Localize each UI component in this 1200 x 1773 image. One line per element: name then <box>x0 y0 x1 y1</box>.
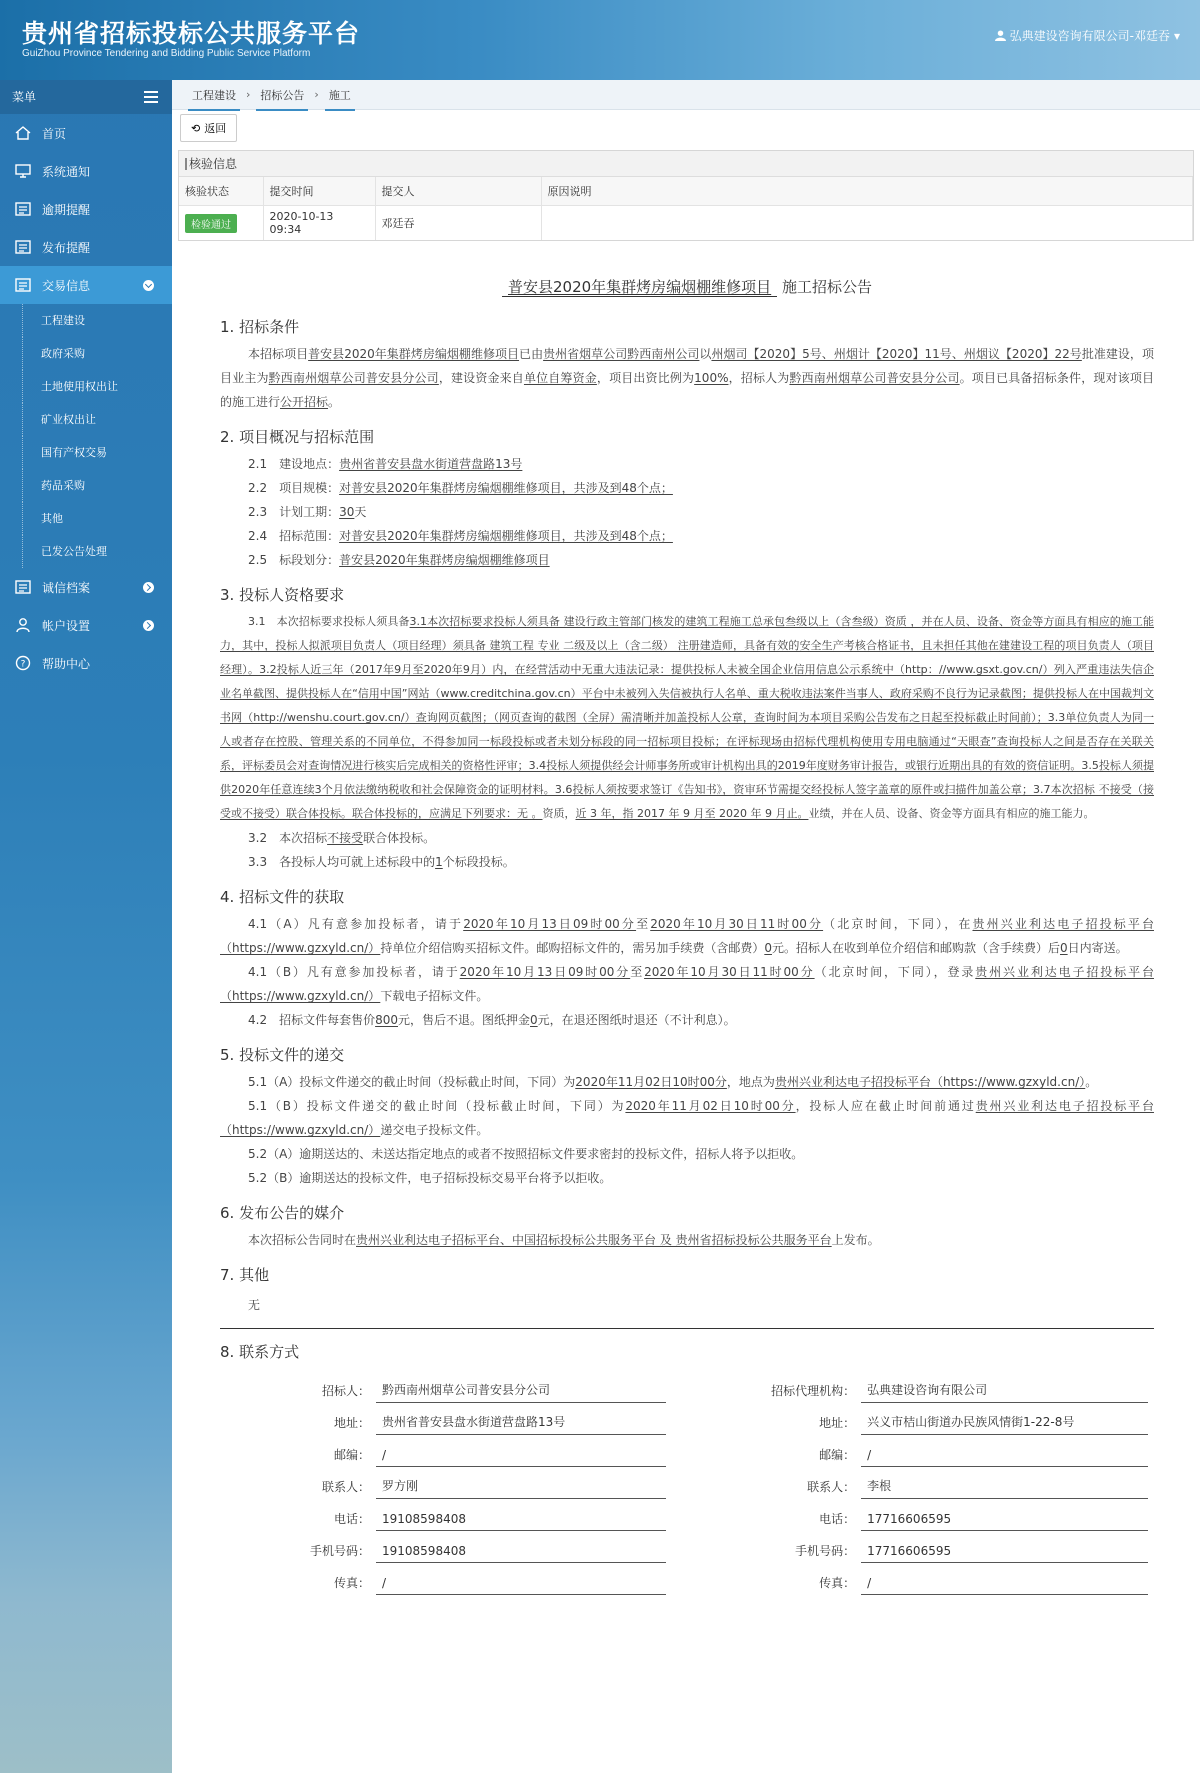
user-icon <box>995 30 1006 41</box>
reason-cell <box>541 206 1193 241</box>
contact-row: 邮编： / <box>708 1435 1148 1467</box>
breadcrumb <box>172 80 1200 110</box>
breadcrumb-separator: › <box>246 88 251 101</box>
contact-row: 手机号码： 19108598408 <box>268 1531 708 1563</box>
contact-row: 电话： 19108598408 <box>268 1499 708 1531</box>
platform-title: 贵州省招标投标公共服务平台 <box>22 19 361 48</box>
submenu-item[interactable]: 政府采购 <box>22 337 172 370</box>
section-4a-text: 4.1（A）凡有意参加投标者，请于2020年10月13日09时00分至2020年10月30日11时00分（北京时间，下同），在贵州兴业利达电子招投标平台（https://www.gzxyld.cn/）持单位介绍信购买招标文件。邮购招标文件的，需另加手续费（含邮费）0元。招标人在收到单位介绍信和邮购款（含手续费）后0日内寄送。 <box>220 917 1154 955</box>
sidebar-item-account[interactable] <box>0 606 172 644</box>
contact-row: 地址： 贵州省普安县盘水街道营盘路13号 <box>268 1403 708 1435</box>
audit-panel <box>178 150 1194 241</box>
back-label: 返回 <box>204 123 227 135</box>
submenu-item[interactable]: 工程建设 <box>22 304 172 337</box>
back-button[interactable] <box>180 114 237 142</box>
section-heading: 2. 项目概况与招标范围 <box>220 428 375 446</box>
list-item: 2.4 招标范围：对普安县2020年集群烤房编烟棚维修项目，共涉及到48个点； <box>248 529 673 543</box>
list-item: 3.3 各投标人均可就上述标段中的1个标段投标。 <box>248 855 515 869</box>
top-header <box>0 0 1200 80</box>
list-item: 2.2 项目规模：对普安县2020年集群烤房编烟棚维修项目，共涉及到48个点； <box>248 481 673 495</box>
audit-panel-title: 核验信息 <box>179 151 1193 177</box>
sidebar-item-home[interactable] <box>0 114 172 152</box>
user-menu[interactable] <box>995 27 1180 44</box>
sidebar-item-trade[interactable] <box>0 266 172 304</box>
list-icon <box>14 238 32 256</box>
status-cell <box>179 206 263 241</box>
agency-contact <box>708 1371 1148 1595</box>
column-header: 提交时间 <box>263 177 375 206</box>
sidebar-item-label: 帮助中心 <box>42 656 91 671</box>
contacts-block <box>220 1371 1154 1595</box>
section-5d-text: 5.2（B）逾期送达的投标文件，电子招标投标交易平台将予以拒收。 <box>248 1171 612 1185</box>
section-4c-text: 4.2 招标文件每套售价800元，售后不退。图纸押金0元，在退还图纸时退还（不计利息）。 <box>248 1013 736 1027</box>
hamburger-icon[interactable] <box>144 91 158 103</box>
section-heading: 3. 投标人资格要求 <box>220 586 345 604</box>
contact-row: 传真： / <box>708 1563 1148 1595</box>
sidebar-item-label: 首页 <box>42 126 67 141</box>
caret-down-icon: ▾ <box>1173 28 1180 43</box>
section-5b-text: 5.1（B）投标文件递交的截止时间（投标截止时间，下同）为2020年11月02日10时00分，投标人应在截止时间前通过贵州兴业利达电子招投标平台（https://www.gzxyld.cn/）递交电子投标文件。 <box>220 1099 1154 1137</box>
contact-row: 联系人： 李根 <box>708 1467 1148 1499</box>
section-heading: 4. 招标文件的获取 <box>220 888 345 906</box>
tenderer-contact <box>268 1371 708 1595</box>
sidebar-item-help[interactable] <box>0 644 172 682</box>
section-heading: 5. 投标文件的递交 <box>220 1046 345 1064</box>
sidebar-item-label: 发布提醒 <box>42 240 91 255</box>
sidebar-menu-header <box>0 80 172 114</box>
toolbar <box>172 110 1200 146</box>
sidebar-item-publish[interactable] <box>0 228 172 266</box>
list-icon <box>14 276 32 294</box>
column-header: 提交人 <box>375 177 541 206</box>
breadcrumb-item[interactable]: 招标公告 <box>256 87 308 111</box>
list-item: 2.3 计划工期：30天 <box>248 505 367 519</box>
monitor-icon <box>14 162 32 180</box>
breadcrumb-item[interactable]: 工程建设 <box>188 87 240 111</box>
contact-row: 地址： 兴义市桔山街道办民族风情街1-22-8号 <box>708 1403 1148 1435</box>
main-content <box>172 80 1200 1773</box>
submenu-item[interactable]: 土地使用权出让 <box>22 370 172 403</box>
section-5a-text: 5.1（A）投标文件递交的截止时间（投标截止时间，下同）为2020年11月02日10时00分，地点为贵州兴业利达电子招投标平台（https://www.gzxyld.cn/）。 <box>248 1075 1098 1089</box>
menu-label: 菜单 <box>12 90 37 104</box>
sidebar <box>0 80 172 1773</box>
list-item: 3.2 本次招标不接受联合体投标。 <box>248 831 436 845</box>
list-icon <box>14 200 32 218</box>
section-3-text: 3.1 本次招标要求投标人须具备3.1本次招标要求投标人须具备 建设行政主管部门核发的建筑工程施工总承包叁级以上（含叁级）资质 ，并在人员、设备、资金等方面具有相应的施工能力，其中，投标人拟派项目负责人（项目经理）须具备 建筑工程 专业 二级及以上（含二级） 注册建造师，具备有效的安全生产考核合格证书，且未担任其他在建建设工程的项目负责人（项目经理）。3.2投标人近三年（2017年9月至2020年9月）内，在经营活动中无重大违法记录：提供投标人未被全国企业信用信息公示系统中（http：//www.gsxt.gov.cn/）列入严重违法失信企业名单截图、提供投标人在“信用中国”网站（www.creditchina.gov.cn）平台中未被列入失信被执行人名单、重大税收违法案件当事人、政府采购不良行为记录截图；提供投标人在中国裁判文书网（http://wenshu.court.gov.cn/）查询网页截图；（网页查询的截图（全屏）需清晰并加盖投标人公章，查询时间为本项目采购公告发布之日起至投标截止时间前）；3.3单位负责人为同一人或者存在控股、管理关系的不同单位，不得参加同一标段投标或者未划分标段的同一招标项目投标；在评标现场由招标代理机构使用专用电脑通过“天眼查”查询投标人之间是否存在关联关系，评标委员会对查询情况进行核实后完成相关的资格性评审；3.4投标人须提供经会计师事务所或审计机构出具的2019年度财务审计报告，或银行近期出具的有效的资信证明。3.5投标人须提供2020年任意连续3个月依法缴纳税收和社会保障资金的证明材料。3.6投标人须按要求签订《告知书》，资审环节需提交经投标人签字盖章的原件或扫描件加盖公章；3.7本次招标 不接受（接受或不接受）联合体投标。联合体投标的，应满足下列要求：无 。资质，近 3 年，指 2017 年 9 月至 2020 年 9 月止。业绩，并在人员、设备、资金等方面具有相应的施工能力。 <box>220 615 1155 820</box>
contact-row: 手机号码： 17716606595 <box>708 1531 1148 1563</box>
help-icon <box>14 654 32 672</box>
document-title <box>220 272 1154 302</box>
section-heading: 1. 招标条件 <box>220 318 300 336</box>
contact-row: 招标代理机构： 弘典建设咨询有限公司 <box>708 1371 1148 1403</box>
submenu-item[interactable]: 其他 <box>22 502 172 535</box>
submenu-item[interactable]: 已发公告处理 <box>22 535 172 568</box>
submenu-item[interactable]: 药品采购 <box>22 469 172 502</box>
back-icon: ⟲ <box>191 122 201 135</box>
list-item: 2.5 标段划分：普安县2020年集群烤房编烟棚维修项目 <box>248 553 550 567</box>
column-header: 原因说明 <box>541 177 1193 206</box>
contact-row: 招标人： 黔西南州烟草公司普安县分公司 <box>268 1371 708 1403</box>
sidebar-item-label: 系统通知 <box>42 164 91 179</box>
announcement-document <box>220 272 1154 1595</box>
section-5c-text: 5.2（A）逾期送达的、未送达指定地点的或者不按照招标文件要求密封的投标文件，招标人将予以拒收。 <box>248 1147 804 1161</box>
title-project: 普安县2020年集群烤房编烟棚维修项目 <box>502 278 777 297</box>
section-heading: 7. 其他 <box>220 1266 270 1284</box>
column-header: 核验状态 <box>179 177 263 206</box>
sidebar-item-overdue[interactable] <box>0 190 172 228</box>
breadcrumb-item[interactable]: 施工 <box>325 87 355 111</box>
submenu-item[interactable]: 矿业权出让 <box>22 403 172 436</box>
status-badge: 检验通过 <box>185 214 237 233</box>
section-1-text: 本招标项目普安县2020年集群烤房编烟棚维修项目已由贵州省烟草公司黔西南州公司以州烟司【2020】5号、州烟计【2020】11号、州烟议【2020】22号批准建设，项目业主为黔西南州烟草公司普安县分公司，建设资金来自单位自筹资金，项目出资比例为100%，招标人为黔西南州烟草公司普安县分公司。项目已具备招标条件，现对该项目的施工进行公开招标。 <box>220 347 1154 409</box>
contact-row: 传真： / <box>268 1563 708 1595</box>
user-icon <box>14 616 32 634</box>
title-suffix: 施工招标公告 <box>781 278 872 296</box>
contact-row: 电话： 17716606595 <box>708 1499 1148 1531</box>
section-6-text: 本次招标公告同时在贵州兴业利达电子招标平台、中国招标投标公共服务平台 及 贵州省招标投标公共服务平台上发布。 <box>248 1233 880 1247</box>
svg-text:?: ? <box>20 659 26 670</box>
list-icon <box>14 578 32 596</box>
platform-subtitle: GuiZhou Province Tendering and Bidding Public Service Platform <box>22 48 311 59</box>
chevron-down-icon <box>143 280 154 291</box>
sidebar-item-label: 逾期提醒 <box>42 202 91 217</box>
section-4b-text: 4.1（B）凡有意参加投标者，请于2020年10月13日09时00分至2020年10月30日11时00分（北京时间，下同），登录贵州兴业利达电子招投标平台（https://www.gzxyld.cn/）下载电子招标文件。 <box>220 965 1154 1003</box>
contact-row: 联系人： 罗方刚 <box>268 1467 708 1499</box>
section-7-text: 无 <box>248 1298 261 1312</box>
list-item: 2.1 建设地点：贵州省普安县盘水街道营盘路13号 <box>248 457 523 471</box>
trade-submenu <box>0 304 172 568</box>
section-heading: 6. 发布公告的媒介 <box>220 1204 345 1222</box>
sidebar-item-credit[interactable] <box>0 568 172 606</box>
chevron-right-icon <box>143 620 154 631</box>
divider <box>220 1328 1154 1329</box>
sidebar-item-label: 交易信息 <box>42 278 91 293</box>
home-icon <box>14 124 32 142</box>
sidebar-item-label: 帐户设置 <box>42 618 91 633</box>
submitter-cell: 邓廷吞 <box>375 206 541 241</box>
submenu-item[interactable]: 国有产权交易 <box>22 436 172 469</box>
table-row <box>179 206 1193 241</box>
audit-table <box>179 177 1193 240</box>
contact-row: 邮编： / <box>268 1435 708 1467</box>
sidebar-item-notice[interactable] <box>0 152 172 190</box>
user-name: 弘典建设咨询有限公司-邓廷吞 <box>1009 29 1170 43</box>
chevron-right-icon <box>143 582 154 593</box>
time-cell: 2020-10-13 09:34 <box>263 206 375 241</box>
sidebar-item-label: 诚信档案 <box>42 580 91 595</box>
section-heading: 8. 联系方式 <box>220 1343 300 1361</box>
breadcrumb-separator: › <box>314 88 319 101</box>
